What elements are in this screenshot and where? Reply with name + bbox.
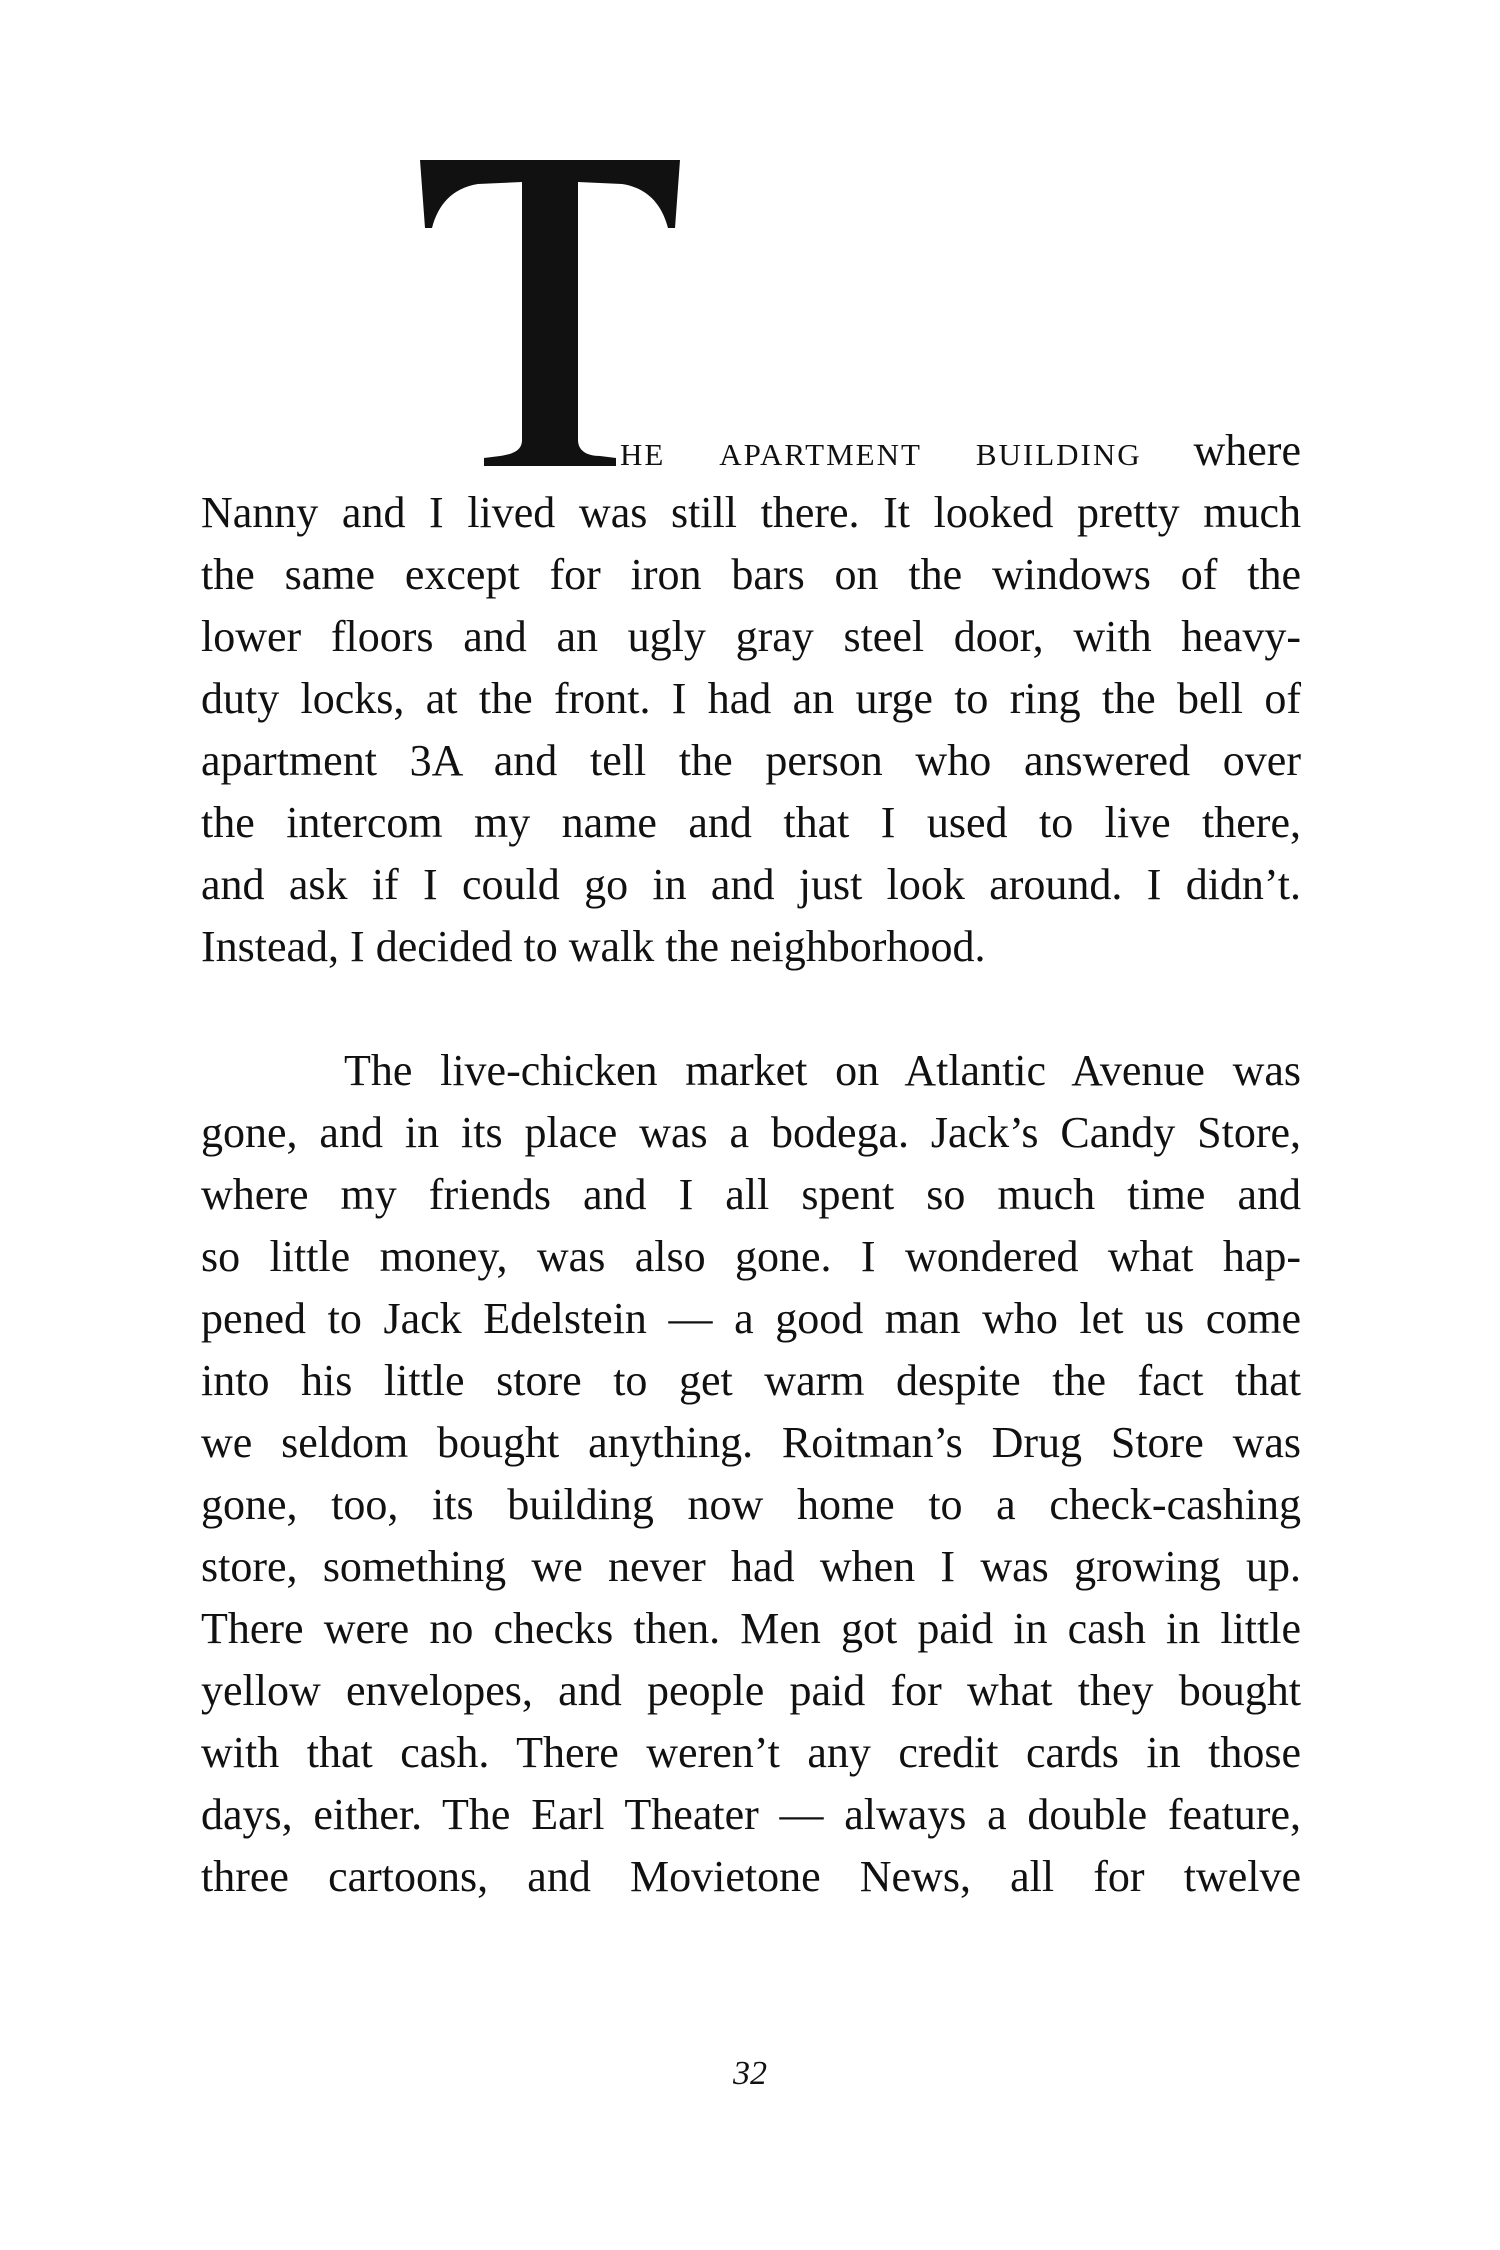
paragraph-2-line-4: so little money, was also gone. I wondered what hap- xyxy=(201,1232,1301,1281)
paragraph-2-line-1: The live-chicken market on Atlantic Avenue was xyxy=(344,1046,1301,1095)
paragraph-1-line-5: duty locks, at the front. I had an urge to ring the bell of xyxy=(201,674,1301,723)
paragraph-1-line-3: the same except for iron bars on the windows of the xyxy=(201,550,1301,599)
paragraph-2-line-7: we seldom bought anything. Roitman’s Drug Store was xyxy=(201,1418,1301,1467)
paragraph-2-line-13: days, either. The Earl Theater — always a double feature, xyxy=(201,1790,1301,1839)
paragraph-2-line-10: There were no checks then. Men got paid in cash in little xyxy=(201,1604,1301,1653)
paragraph-1-line-9: Instead, I decided to walk the neighborhood. xyxy=(201,922,986,971)
paragraph-1-line-7: the intercom my name and that I used to live there, xyxy=(201,798,1301,847)
paragraph-2-line-12: with that cash. There weren’t any credit cards in those xyxy=(201,1728,1301,1777)
paragraph-2-line-2: gone, and in its place was a bodega. Jack’s Candy Store, xyxy=(201,1108,1301,1157)
paragraph-2-line-14: three cartoons, and Movietone News, all for twelve xyxy=(201,1852,1301,1901)
paragraph-2-line-9: store, something we never had when I was growing up. xyxy=(201,1542,1301,1591)
paragraph-2-line-8: gone, too, its building now home to a check-cashing xyxy=(201,1480,1301,1529)
opening-smallcaps: he apartment building xyxy=(620,426,1142,475)
paragraph-1-line-2: Nanny and I lived was still there. It looked pretty much xyxy=(201,488,1301,537)
paragraph-1-line-4: lower floors and an ugly gray steel door, with heavy- xyxy=(201,612,1301,661)
page-number: 32 xyxy=(733,2055,767,2092)
paragraph-1-first-line xyxy=(620,420,1301,482)
paragraph-2-line-5: pened to Jack Edelstein — a good man who let us come xyxy=(201,1294,1301,1343)
paragraph-2-line-11: yellow envelopes, and people paid for what they bought xyxy=(201,1666,1301,1715)
paragraph-1-line-6: apartment 3A and tell the person who answered over xyxy=(201,736,1301,785)
paragraph-2-line-3: where my friends and I all spent so much time and xyxy=(201,1170,1301,1219)
opening-rest: where xyxy=(1193,426,1301,475)
paragraph-2-line-6: into his little store to get warm despite the fact that xyxy=(201,1356,1301,1405)
paragraph-1-line-8: and ask if I could go in and just look around. I didn’t. xyxy=(201,860,1301,909)
